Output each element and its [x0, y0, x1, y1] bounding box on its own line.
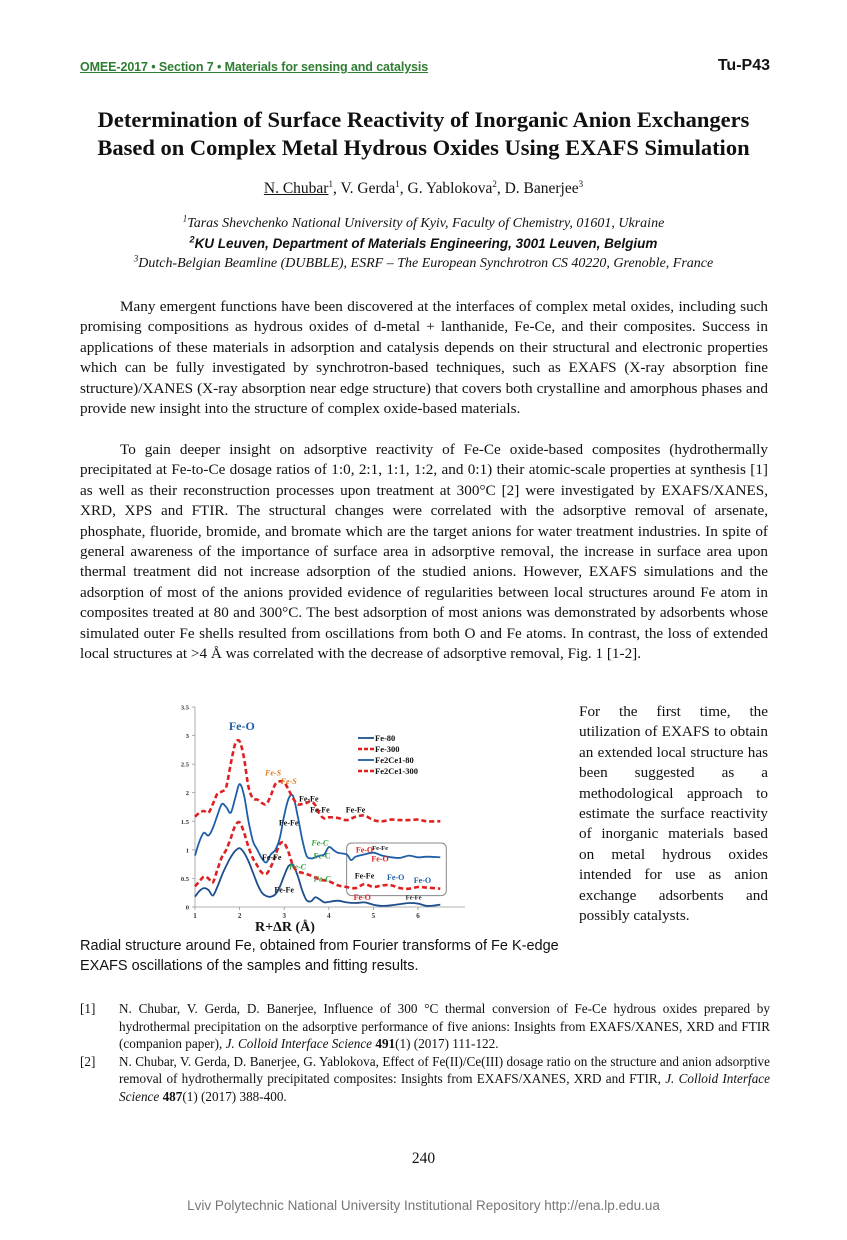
- radial-structure-chart: [170, 700, 470, 940]
- peak-annotation: Fe-Fe: [261, 853, 282, 863]
- body-paragraph-1: Many emergent functions have been discovered at the interfaces of complex metal oxides, including such promising compositions as hydrous oxides of d-metal + lanthanide, Fe-Ce, and their composites. Success in applications of these materials in adsorption and catalysis depends on their structural and electronic properties which can be fully investigated by synchrotron-based techniques, such as EXAFS (X-ray absorption fine structure)/XANES (X-ray absorption near edge structure) that covers both crystalline and amorphous phases and provide new insight into the structure of complex oxide-based materials.: [80, 298, 768, 418]
- peak-annotation: Fe-O: [355, 845, 374, 855]
- paper-code: Tu-P43: [717, 57, 770, 74]
- legend-label: Fe2Ce1-80: [375, 755, 414, 765]
- author-affiliation-mark: 3: [578, 178, 584, 189]
- figure-caption: Radial structure around Fe, obtained from Fourier transforms of Fe K-edge EXAFS oscillations of the samples and fitting results.: [80, 938, 559, 974]
- x-tick-label: 2: [237, 912, 242, 920]
- chart-annotations: [229, 719, 431, 902]
- page-number: 240: [411, 1150, 436, 1167]
- legend-label: Fe-300: [375, 744, 400, 754]
- affiliation-3: $^3$Dutch-Belgian Beamline (DUBBLE), ESRF – The European Synchrotron CS 40220, Grenoble, France: [133, 253, 714, 271]
- references-list: [80, 1000, 770, 1106]
- reference-item: [2] N. Chubar, V. Gerda, D. Banerjee, G. Yablokova, Effect of Fe(II)/Ce(III) dosage ratio on the structure and anion adsorptive removal of hydrothermally precipitated composites: Insights from EXAFS/XANES, XRD and FTIR, J. Colloid Interface Science 487(1) (2017) 388-400.: [80, 1053, 770, 1104]
- running-header: [80, 57, 770, 79]
- repository-footer: Lviv Polytechnic National University Institutional Repository http://ena.lp.edu.ua: [187, 1198, 660, 1213]
- peak-annotation: Fe-C: [311, 838, 329, 848]
- journal-volume: 487: [162, 1088, 183, 1104]
- peak-annotation: Fe-O: [387, 873, 405, 883]
- journal-name: J. Colloid Interface Science: [225, 1036, 373, 1052]
- chart-legend: [358, 733, 418, 776]
- title-line-2: Based on Complex Metal Hydrous Oxides Using EXAFS Simulation: [97, 135, 750, 160]
- conference-section-label: OMEE-2017 • Section 7 • Materials for sensing and catalysis: [80, 60, 429, 74]
- author-name: V. Gerda: [340, 180, 396, 197]
- body-paragraph-2: To gain deeper insight on adsorptive reactivity of Fe-Ce oxide-based composites (hydrothermally precipitated at Fe-to-Ce dosage ratios of 1:0, 2:1, 1:1, 1:2, and 0:1) their atomic-scale properties at synthesis [1] as well as their reconstruction processes upon treatment at 300°C [2] were investigated by EXAFS/XANES, XRD, XPS and FTIR. The structural changes were correlated with the adsorptive removal of arsenate, phosphate, fluoride, bromide, and bromate which are the target anions for water treatment industries. In spite of general awareness of the importance of surface area in adsorptive removal, the increase in surface area upon thermal treatment did not increase adsorption of the studied anions. However, EXAFS simulations and the adsorption of most of the anions provided evidence of regularities between local structures around Fe atom in composites treated at 80 and 300°C. The best adsorption of most anions was demonstrated by adsorbents whose simulated outer Fe shells resulted from oscillations from both O and Fe atoms. In contrast, the loss of extended local structures at >4 Å was correlated with the decrease of adsorptive removal, Fig. 1 [1-2].: [80, 441, 768, 663]
- x-tick-label: 1: [193, 912, 197, 920]
- x-tick-label: 5: [371, 912, 376, 920]
- peak-annotation: Fe-S: [265, 768, 282, 778]
- author-list: N. Chubar$^1$, V. Gerda$^1$, G. Yablokova$^2$, D. Banerjee$^3$: [263, 178, 584, 197]
- peak-annotation: Fe-Fe: [372, 844, 389, 852]
- y-tick-label: 1: [185, 847, 189, 855]
- journal-name: J. Colloid Interface Science: [119, 1071, 770, 1104]
- author-affiliation-mark: 1: [328, 178, 333, 189]
- y-tick-label: 0.5: [180, 875, 189, 883]
- x-axis-label: R+ΔR (Å): [255, 920, 315, 935]
- author-name: D. Banerjee: [504, 180, 579, 197]
- author-name: N. Chubar: [263, 180, 329, 197]
- reference-number: [1]: [80, 1001, 96, 1016]
- peak-annotation: Fe-C: [289, 862, 307, 872]
- peak-annotation: Fe-Fe: [354, 871, 375, 881]
- y-tick-label: 3: [185, 733, 189, 741]
- y-tick-label: 3.5: [180, 704, 189, 712]
- x-tick-label: 3: [282, 912, 286, 920]
- peak-annotation: Fe-Fe: [278, 818, 299, 828]
- journal-volume: 491: [375, 1036, 396, 1052]
- paper-title: [60, 106, 787, 162]
- legend-label: Fe-80: [375, 733, 396, 743]
- peak-annotation: Fe-O: [413, 876, 432, 885]
- reference-item: [1] N. Chubar, V. Gerda, D. Banerjee, Influence of 300 °C thermal conversion of Fe-Ce hydrous oxides prepared by hydrothermal precipitation on the adsorptive performance of five anions: Insights from EXAFS/XANES, XRD and FTIR (companion paper), J. Colloid Interface Science 491(1) (2017) 111-122.: [80, 1001, 770, 1052]
- peak-annotation: Fe-O: [371, 854, 389, 864]
- y-tick-label: 0: [185, 904, 189, 912]
- peak-annotation: Fe-Fe: [345, 805, 366, 815]
- x-tick-label: 4: [327, 912, 331, 920]
- peak-annotation: Fe-O: [353, 893, 371, 903]
- peak-annotation: Fe-Fe: [274, 885, 294, 895]
- author-affiliation-mark: 1: [395, 178, 400, 189]
- reference-number: [2]: [80, 1053, 96, 1069]
- peak-annotation: Fe-C: [313, 851, 331, 861]
- peak-annotation: Fe-S: [280, 777, 297, 787]
- peak-annotation: Fe-C: [313, 874, 331, 884]
- x-tick-label: 6: [416, 912, 420, 920]
- side-column-paragraph: For the first time, the utilization of EXAFS to obtain an extended local structure has been suggested as a methodological approach to estimate the surface reactivity of inorganic materials based on metal hydrous oxides intended for use as anion exchange adsorbents and possibly catalysts.: [579, 703, 768, 925]
- title-line-1: Determination of Surface Reactivity of Inorganic Anion Exchangers: [97, 107, 750, 132]
- affiliation-2: $^2$KU Leuven, Department of Materials Engineering, 3001 Leuven, Belgium: [189, 234, 658, 251]
- y-tick-label: 2.5: [180, 761, 189, 769]
- figure-1: [170, 700, 470, 940]
- author-affiliation-mark: 2: [492, 178, 497, 189]
- peak-annotation: Fe-O: [228, 718, 255, 733]
- peak-annotation: Fe-Fe: [298, 794, 319, 804]
- author-name: G. Yablokova: [407, 180, 493, 197]
- legend-label: Fe2Ce1-300: [375, 766, 418, 776]
- affiliation-1: $^1$Taras Shevchenko National University of Kyiv, Faculty of Chemistry, 01601, Ukraine: [182, 213, 665, 231]
- peak-annotation: Fe-Fe: [405, 894, 422, 902]
- y-tick-label: 1.5: [180, 818, 189, 826]
- peak-annotation: Fe-Fe: [310, 805, 330, 815]
- y-tick-label: 2: [185, 790, 189, 798]
